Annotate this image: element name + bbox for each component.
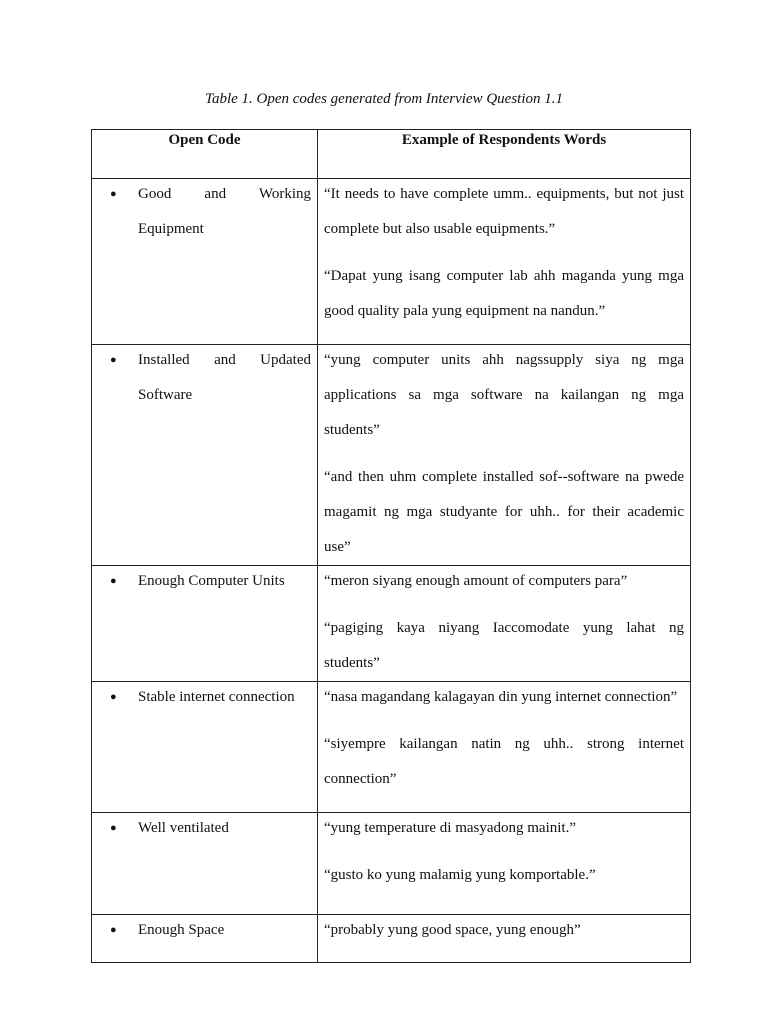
- bullet-icon: ●: [110, 691, 117, 703]
- open-codes-table: [91, 129, 691, 963]
- quotes-cell: [318, 566, 691, 682]
- respondent-quote: “meron siyang enough amount of computers para”: [324, 573, 628, 589]
- open-code-cell: [92, 813, 318, 915]
- open-code-cell: [92, 345, 318, 566]
- quotes-cell: [318, 915, 691, 963]
- open-code-cell: [92, 682, 318, 813]
- respondent-quote: “and then uhm complete installed sof--software na pwede magamit ng mga studyante for uhh.. for their academic use”: [324, 469, 684, 555]
- open-code-label: Installed and Updated Software: [138, 352, 311, 403]
- open-code-cell: [92, 915, 318, 963]
- bullet-icon: ●: [110, 575, 117, 587]
- table-row: [92, 682, 691, 813]
- quotes-cell: [318, 179, 691, 345]
- table-caption: Table 1. Open codes generated from Interview Question 1.1: [204, 91, 563, 107]
- bullet-icon: ●: [110, 822, 117, 834]
- bullet-icon: ●: [110, 924, 117, 936]
- table-row: [92, 179, 691, 345]
- respondent-quote: “probably yung good space, yung enough”: [324, 922, 581, 938]
- open-code-label: Well ventilated: [138, 820, 229, 836]
- table-row: [92, 566, 691, 682]
- respondent-quote: “nasa magandang kalagayan din yung internet connection”: [324, 689, 678, 705]
- respondent-quote: “yung temperature di masyadong mainit.”: [324, 820, 577, 836]
- column-header-respondents-words: Example of Respondents Words: [318, 130, 691, 179]
- table-row: [92, 813, 691, 915]
- table-header-row: [92, 130, 691, 179]
- respondent-quote: “pagiging kaya niyang Iaccomodate yung lahat ng students”: [324, 620, 684, 671]
- open-code-label: Enough Computer Units: [138, 573, 285, 589]
- quotes-cell: [318, 813, 691, 915]
- quotes-cell: [318, 682, 691, 813]
- respondent-quote: “Dapat yung isang computer lab ahh maganda yung mga good quality pala yung equipment na nandun.”: [324, 268, 684, 319]
- respondent-quote: “siyempre kailangan natin ng uhh.. strong internet connection”: [324, 736, 684, 787]
- open-code-label: Stable internet connection: [138, 689, 295, 705]
- respondent-quote: “gusto ko yung malamig yung komportable.”: [324, 867, 596, 883]
- bullet-icon: ●: [110, 354, 117, 366]
- open-code-cell: [92, 179, 318, 345]
- table-row: [92, 345, 691, 566]
- open-code-cell: [92, 566, 318, 682]
- table-row: [92, 915, 691, 963]
- open-code-label: Enough Space: [138, 922, 225, 938]
- respondent-quote: “It needs to have complete umm.. equipments, but not just complete but also usable equipments.”: [324, 186, 684, 237]
- quotes-cell: [318, 345, 691, 566]
- bullet-icon: ●: [110, 188, 117, 200]
- respondent-quote: “yung computer units ahh nagssupply siya ng mga applications sa mga software na kailangan ng mga students”: [324, 352, 684, 438]
- open-code-label: Good and Working Equipment: [138, 186, 311, 237]
- column-header-open-code: Open Code: [92, 130, 318, 179]
